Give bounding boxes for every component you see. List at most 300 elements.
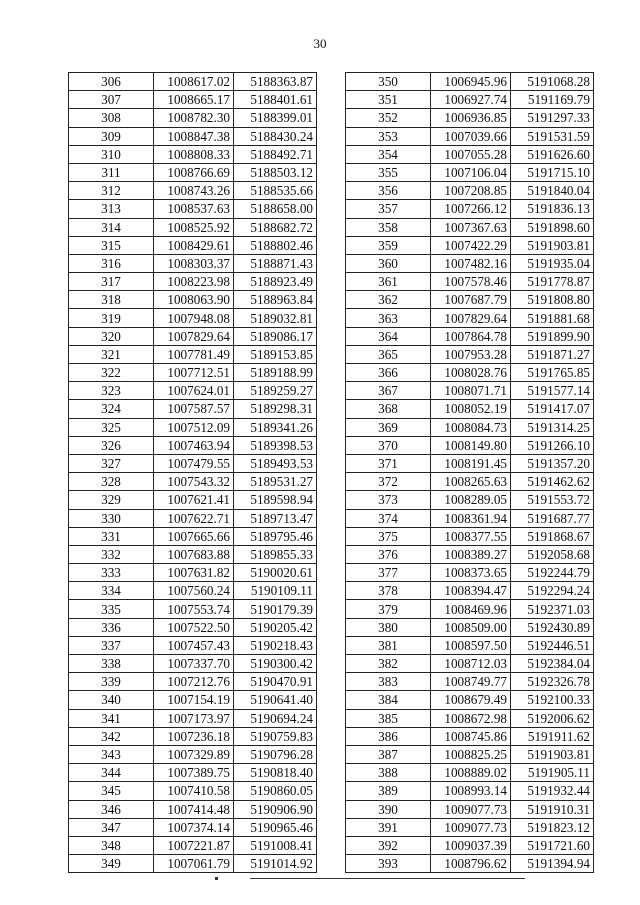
point-number-cell: 360 (346, 254, 431, 272)
x-coordinate-cell: 1007422.29 (431, 236, 511, 254)
point-number-cell: 350 (346, 73, 431, 91)
table-body-right (346, 73, 594, 873)
point-number-cell: 341 (69, 709, 154, 727)
y-coordinate-cell: 5191871.27 (511, 345, 594, 363)
x-coordinate-cell: 1008712.03 (431, 655, 511, 673)
table-row (346, 582, 594, 600)
x-coordinate-cell: 1008889.02 (431, 764, 511, 782)
point-number-cell: 389 (346, 782, 431, 800)
y-coordinate-cell: 5188401.61 (234, 91, 317, 109)
table-row (69, 91, 317, 109)
point-number-cell: 378 (346, 582, 431, 600)
table-row (346, 727, 594, 745)
y-coordinate-cell: 5188492.71 (234, 145, 317, 163)
y-coordinate-cell: 5189341.26 (234, 418, 317, 436)
y-coordinate-cell: 5191068.28 (511, 73, 594, 91)
x-coordinate-cell: 1007621.41 (154, 491, 234, 509)
point-number-cell: 355 (346, 163, 431, 181)
x-coordinate-cell: 1009077.73 (431, 818, 511, 836)
y-coordinate-cell: 5191394.94 (511, 855, 594, 873)
table-row (346, 745, 594, 763)
y-coordinate-cell: 5192244.79 (511, 564, 594, 582)
x-coordinate-cell: 1007457.43 (154, 636, 234, 654)
point-number-cell: 348 (69, 836, 154, 854)
table-row (346, 545, 594, 563)
table-row (346, 836, 594, 854)
table-row (69, 454, 317, 472)
point-number-cell: 312 (69, 182, 154, 200)
x-coordinate-cell: 1008429.61 (154, 236, 234, 254)
y-coordinate-cell: 5192371.03 (511, 600, 594, 618)
x-coordinate-cell: 1007560.24 (154, 582, 234, 600)
x-coordinate-cell: 1007512.09 (154, 418, 234, 436)
x-coordinate-cell: 1008289.05 (431, 491, 511, 509)
point-number-cell: 315 (69, 236, 154, 254)
x-coordinate-cell: 1007055.28 (431, 145, 511, 163)
x-coordinate-cell: 1007553.74 (154, 600, 234, 618)
y-coordinate-cell: 5190796.28 (234, 745, 317, 763)
table-row (346, 327, 594, 345)
table-row (346, 691, 594, 709)
point-number-cell: 376 (346, 545, 431, 563)
y-coordinate-cell: 5191357.20 (511, 454, 594, 472)
x-coordinate-cell: 1008993.14 (431, 782, 511, 800)
point-number-cell: 325 (69, 418, 154, 436)
table-row (69, 800, 317, 818)
point-number-cell: 344 (69, 764, 154, 782)
y-coordinate-cell: 5189713.47 (234, 509, 317, 527)
y-coordinate-cell: 5190759.83 (234, 727, 317, 745)
point-number-cell: 354 (346, 145, 431, 163)
x-coordinate-cell: 1008525.92 (154, 218, 234, 236)
point-number-cell: 345 (69, 782, 154, 800)
y-coordinate-cell: 5188363.87 (234, 73, 317, 91)
x-coordinate-cell: 1008617.02 (154, 73, 234, 91)
table-row (346, 145, 594, 163)
y-coordinate-cell: 5191297.33 (511, 109, 594, 127)
table-row (69, 73, 317, 91)
y-coordinate-cell: 5190109.11 (234, 582, 317, 600)
table-row (69, 673, 317, 691)
point-number-cell: 317 (69, 273, 154, 291)
y-coordinate-cell: 5192446.51 (511, 636, 594, 654)
point-number-cell: 369 (346, 418, 431, 436)
x-coordinate-cell: 1007687.79 (431, 291, 511, 309)
x-coordinate-cell: 1008672.98 (431, 709, 511, 727)
x-coordinate-cell: 1008071.71 (431, 382, 511, 400)
point-number-cell: 364 (346, 327, 431, 345)
table-row (69, 291, 317, 309)
x-coordinate-cell: 1007039.66 (431, 127, 511, 145)
x-coordinate-cell: 1007389.75 (154, 764, 234, 782)
y-coordinate-cell: 5191314.25 (511, 418, 594, 436)
table-row (69, 382, 317, 400)
x-coordinate-cell: 1007106.04 (431, 163, 511, 181)
point-number-cell: 329 (69, 491, 154, 509)
table-row (346, 491, 594, 509)
y-coordinate-cell: 5191823.12 (511, 818, 594, 836)
point-number-cell: 356 (346, 182, 431, 200)
y-coordinate-cell: 5191868.67 (511, 527, 594, 545)
table-row (346, 73, 594, 91)
table-row (69, 527, 317, 545)
table-row (346, 91, 594, 109)
point-number-cell: 372 (346, 473, 431, 491)
table-row (346, 109, 594, 127)
point-number-cell: 386 (346, 727, 431, 745)
point-number-cell: 367 (346, 382, 431, 400)
table-row (346, 400, 594, 418)
y-coordinate-cell: 5191721.60 (511, 836, 594, 854)
y-coordinate-cell: 5188535.66 (234, 182, 317, 200)
table-row (69, 145, 317, 163)
y-coordinate-cell: 5189795.46 (234, 527, 317, 545)
y-coordinate-cell: 5192006.62 (511, 709, 594, 727)
point-number-cell: 332 (69, 545, 154, 563)
y-coordinate-cell: 5192384.04 (511, 655, 594, 673)
x-coordinate-cell: 1007631.82 (154, 564, 234, 582)
y-coordinate-cell: 5191778.87 (511, 273, 594, 291)
y-coordinate-cell: 5190179.39 (234, 600, 317, 618)
table-row (346, 163, 594, 181)
table-row (346, 418, 594, 436)
table-row (346, 564, 594, 582)
x-coordinate-cell: 1008509.00 (431, 618, 511, 636)
point-number-cell: 311 (69, 163, 154, 181)
table-row (346, 764, 594, 782)
y-coordinate-cell: 5191881.68 (511, 309, 594, 327)
point-number-cell: 328 (69, 473, 154, 491)
y-coordinate-cell: 5188503.12 (234, 163, 317, 181)
x-coordinate-cell: 1008679.49 (431, 691, 511, 709)
point-number-cell: 375 (346, 527, 431, 545)
y-coordinate-cell: 5191417.07 (511, 400, 594, 418)
x-coordinate-cell: 1008265.63 (431, 473, 511, 491)
x-coordinate-cell: 1007410.58 (154, 782, 234, 800)
table-row (69, 655, 317, 673)
table-row (69, 745, 317, 763)
point-number-cell: 343 (69, 745, 154, 763)
table-row (69, 818, 317, 836)
point-number-cell: 321 (69, 345, 154, 363)
x-coordinate-cell: 1007173.97 (154, 709, 234, 727)
x-coordinate-cell: 1008796.62 (431, 855, 511, 873)
y-coordinate-cell: 5190906.90 (234, 800, 317, 818)
x-coordinate-cell: 1008847.38 (154, 127, 234, 145)
x-coordinate-cell: 1008766.69 (154, 163, 234, 181)
point-number-cell: 362 (346, 291, 431, 309)
y-coordinate-cell: 5191910.31 (511, 800, 594, 818)
table-row (346, 600, 594, 618)
point-number-cell: 377 (346, 564, 431, 582)
table-row (69, 236, 317, 254)
table-row (69, 182, 317, 200)
point-number-cell: 393 (346, 855, 431, 873)
x-coordinate-cell: 1008782.30 (154, 109, 234, 127)
y-coordinate-cell: 5189855.33 (234, 545, 317, 563)
point-number-cell: 383 (346, 673, 431, 691)
x-coordinate-cell: 1008394.47 (431, 582, 511, 600)
y-coordinate-cell: 5190694.24 (234, 709, 317, 727)
y-coordinate-cell: 5191169.79 (511, 91, 594, 109)
x-coordinate-cell: 1007212.76 (154, 673, 234, 691)
footer-rule (250, 878, 525, 879)
table-row (69, 200, 317, 218)
table-row (346, 273, 594, 291)
x-coordinate-cell: 1007683.88 (154, 545, 234, 563)
y-coordinate-cell: 5188923.49 (234, 273, 317, 291)
point-number-cell: 310 (69, 145, 154, 163)
x-coordinate-cell: 1008303.37 (154, 254, 234, 272)
y-coordinate-cell: 5191932.44 (511, 782, 594, 800)
y-coordinate-cell: 5192058.68 (511, 545, 594, 563)
y-coordinate-cell: 5189086.17 (234, 327, 317, 345)
point-number-cell: 316 (69, 254, 154, 272)
x-coordinate-cell: 1008361.94 (431, 509, 511, 527)
y-coordinate-cell: 5190641.40 (234, 691, 317, 709)
y-coordinate-cell: 5191903.81 (511, 236, 594, 254)
table-row (346, 200, 594, 218)
y-coordinate-cell: 5191462.62 (511, 473, 594, 491)
point-number-cell: 387 (346, 745, 431, 763)
x-coordinate-cell: 1007543.32 (154, 473, 234, 491)
point-number-cell: 370 (346, 436, 431, 454)
y-coordinate-cell: 5191626.60 (511, 145, 594, 163)
point-number-cell: 314 (69, 218, 154, 236)
x-coordinate-cell: 1007061.79 (154, 855, 234, 873)
point-number-cell: 374 (346, 509, 431, 527)
point-number-cell: 333 (69, 564, 154, 582)
x-coordinate-cell: 1008377.55 (431, 527, 511, 545)
y-coordinate-cell: 5190205.42 (234, 618, 317, 636)
x-coordinate-cell: 1008191.45 (431, 454, 511, 472)
table-row (69, 709, 317, 727)
x-coordinate-cell: 1008223.98 (154, 273, 234, 291)
point-number-cell: 347 (69, 818, 154, 836)
y-coordinate-cell: 5189032.81 (234, 309, 317, 327)
table-body-left (69, 73, 317, 873)
point-number-cell: 326 (69, 436, 154, 454)
table-row (346, 454, 594, 472)
x-coordinate-cell: 1009077.73 (431, 800, 511, 818)
x-coordinate-cell: 1009037.39 (431, 836, 511, 854)
point-number-cell: 384 (346, 691, 431, 709)
point-number-cell: 351 (346, 91, 431, 109)
table-row (346, 655, 594, 673)
x-coordinate-cell: 1008745.86 (431, 727, 511, 745)
table-row (69, 836, 317, 854)
table-row (346, 182, 594, 200)
point-number-cell: 313 (69, 200, 154, 218)
table-row (346, 436, 594, 454)
y-coordinate-cell: 5191905.11 (511, 764, 594, 782)
y-coordinate-cell: 5188399.01 (234, 109, 317, 127)
y-coordinate-cell: 5188871.43 (234, 254, 317, 272)
y-coordinate-cell: 5191577.14 (511, 382, 594, 400)
y-coordinate-cell: 5189188.99 (234, 364, 317, 382)
x-coordinate-cell: 1007864.78 (431, 327, 511, 345)
table-row (69, 436, 317, 454)
y-coordinate-cell: 5191898.60 (511, 218, 594, 236)
y-coordinate-cell: 5191911.62 (511, 727, 594, 745)
table-row (69, 473, 317, 491)
x-coordinate-cell: 1007578.46 (431, 273, 511, 291)
point-number-cell: 308 (69, 109, 154, 127)
point-number-cell: 322 (69, 364, 154, 382)
table-row (69, 636, 317, 654)
x-coordinate-cell: 1007482.16 (431, 254, 511, 272)
table-row (346, 527, 594, 545)
table-row (69, 109, 317, 127)
x-coordinate-cell: 1008028.76 (431, 364, 511, 382)
y-coordinate-cell: 5188682.72 (234, 218, 317, 236)
table-row (69, 691, 317, 709)
table-row (346, 364, 594, 382)
x-coordinate-cell: 1007622.71 (154, 509, 234, 527)
table-row (69, 127, 317, 145)
y-coordinate-cell: 5191014.92 (234, 855, 317, 873)
x-coordinate-cell: 1007624.01 (154, 382, 234, 400)
x-coordinate-cell: 1007829.64 (154, 327, 234, 345)
y-coordinate-cell: 5191715.10 (511, 163, 594, 181)
y-coordinate-cell: 5191935.04 (511, 254, 594, 272)
coordinates-table-left (68, 72, 317, 873)
table-row (69, 618, 317, 636)
table-row (69, 163, 317, 181)
point-number-cell: 307 (69, 91, 154, 109)
table-row (346, 800, 594, 818)
point-number-cell: 373 (346, 491, 431, 509)
point-number-cell: 379 (346, 600, 431, 618)
y-coordinate-cell: 5190965.46 (234, 818, 317, 836)
coordinates-table-right (345, 72, 594, 873)
point-number-cell: 334 (69, 582, 154, 600)
point-number-cell: 388 (346, 764, 431, 782)
x-coordinate-cell: 1007221.87 (154, 836, 234, 854)
y-coordinate-cell: 5191840.04 (511, 182, 594, 200)
footer-mark (215, 877, 218, 880)
point-number-cell: 349 (69, 855, 154, 873)
table-row (346, 127, 594, 145)
y-coordinate-cell: 5191836.13 (511, 200, 594, 218)
table-row (69, 545, 317, 563)
x-coordinate-cell: 1008537.63 (154, 200, 234, 218)
table-row (346, 673, 594, 691)
point-number-cell: 357 (346, 200, 431, 218)
table-row (346, 291, 594, 309)
x-coordinate-cell: 1007829.64 (431, 309, 511, 327)
table-row (346, 382, 594, 400)
x-coordinate-cell: 1007948.08 (154, 309, 234, 327)
table-row (69, 254, 317, 272)
point-number-cell: 346 (69, 800, 154, 818)
x-coordinate-cell: 1008825.25 (431, 745, 511, 763)
point-number-cell: 318 (69, 291, 154, 309)
table-row (346, 855, 594, 873)
x-coordinate-cell: 1007374.14 (154, 818, 234, 836)
x-coordinate-cell: 1008597.50 (431, 636, 511, 654)
point-number-cell: 365 (346, 345, 431, 363)
x-coordinate-cell: 1008052.19 (431, 400, 511, 418)
x-coordinate-cell: 1007781.49 (154, 345, 234, 363)
point-number-cell: 336 (69, 618, 154, 636)
table-row (346, 636, 594, 654)
table-row (69, 564, 317, 582)
x-coordinate-cell: 1008665.17 (154, 91, 234, 109)
point-number-cell: 331 (69, 527, 154, 545)
y-coordinate-cell: 5189493.53 (234, 454, 317, 472)
y-coordinate-cell: 5188430.24 (234, 127, 317, 145)
y-coordinate-cell: 5189153.85 (234, 345, 317, 363)
y-coordinate-cell: 5191531.59 (511, 127, 594, 145)
y-coordinate-cell: 5192294.24 (511, 582, 594, 600)
x-coordinate-cell: 1007522.50 (154, 618, 234, 636)
point-number-cell: 337 (69, 636, 154, 654)
x-coordinate-cell: 1006936.85 (431, 109, 511, 127)
table-row (346, 818, 594, 836)
point-number-cell: 319 (69, 309, 154, 327)
x-coordinate-cell: 1007479.55 (154, 454, 234, 472)
table-row (69, 327, 317, 345)
x-coordinate-cell: 1007712.51 (154, 364, 234, 382)
table-row (346, 782, 594, 800)
point-number-cell: 320 (69, 327, 154, 345)
x-coordinate-cell: 1007953.28 (431, 345, 511, 363)
x-coordinate-cell: 1007367.63 (431, 218, 511, 236)
table-row (69, 400, 317, 418)
table-row (69, 364, 317, 382)
table-row (69, 345, 317, 363)
x-coordinate-cell: 1008149.80 (431, 436, 511, 454)
table-row (69, 418, 317, 436)
point-number-cell: 309 (69, 127, 154, 145)
y-coordinate-cell: 5190470.91 (234, 673, 317, 691)
y-coordinate-cell: 5191266.10 (511, 436, 594, 454)
table-row (69, 600, 317, 618)
y-coordinate-cell: 5188802.46 (234, 236, 317, 254)
y-coordinate-cell: 5192100.33 (511, 691, 594, 709)
point-number-cell: 392 (346, 836, 431, 854)
table-row (69, 509, 317, 527)
table-row (69, 309, 317, 327)
table-row (346, 254, 594, 272)
point-number-cell: 339 (69, 673, 154, 691)
table-row (346, 709, 594, 727)
y-coordinate-cell: 5190818.40 (234, 764, 317, 782)
y-coordinate-cell: 5190020.61 (234, 564, 317, 582)
y-coordinate-cell: 5189298.31 (234, 400, 317, 418)
x-coordinate-cell: 1008469.96 (431, 600, 511, 618)
table-row (69, 855, 317, 873)
point-number-cell: 327 (69, 454, 154, 472)
table-row (346, 309, 594, 327)
point-number-cell: 352 (346, 109, 431, 127)
point-number-cell: 380 (346, 618, 431, 636)
point-number-cell: 342 (69, 727, 154, 745)
y-coordinate-cell: 5192326.78 (511, 673, 594, 691)
y-coordinate-cell: 5191687.77 (511, 509, 594, 527)
point-number-cell: 323 (69, 382, 154, 400)
table-row (69, 782, 317, 800)
x-coordinate-cell: 1007208.85 (431, 182, 511, 200)
x-coordinate-cell: 1007665.66 (154, 527, 234, 545)
y-coordinate-cell: 5192430.89 (511, 618, 594, 636)
point-number-cell: 359 (346, 236, 431, 254)
x-coordinate-cell: 1006945.96 (431, 73, 511, 91)
point-number-cell: 371 (346, 454, 431, 472)
x-coordinate-cell: 1007329.89 (154, 745, 234, 763)
table-row (69, 218, 317, 236)
